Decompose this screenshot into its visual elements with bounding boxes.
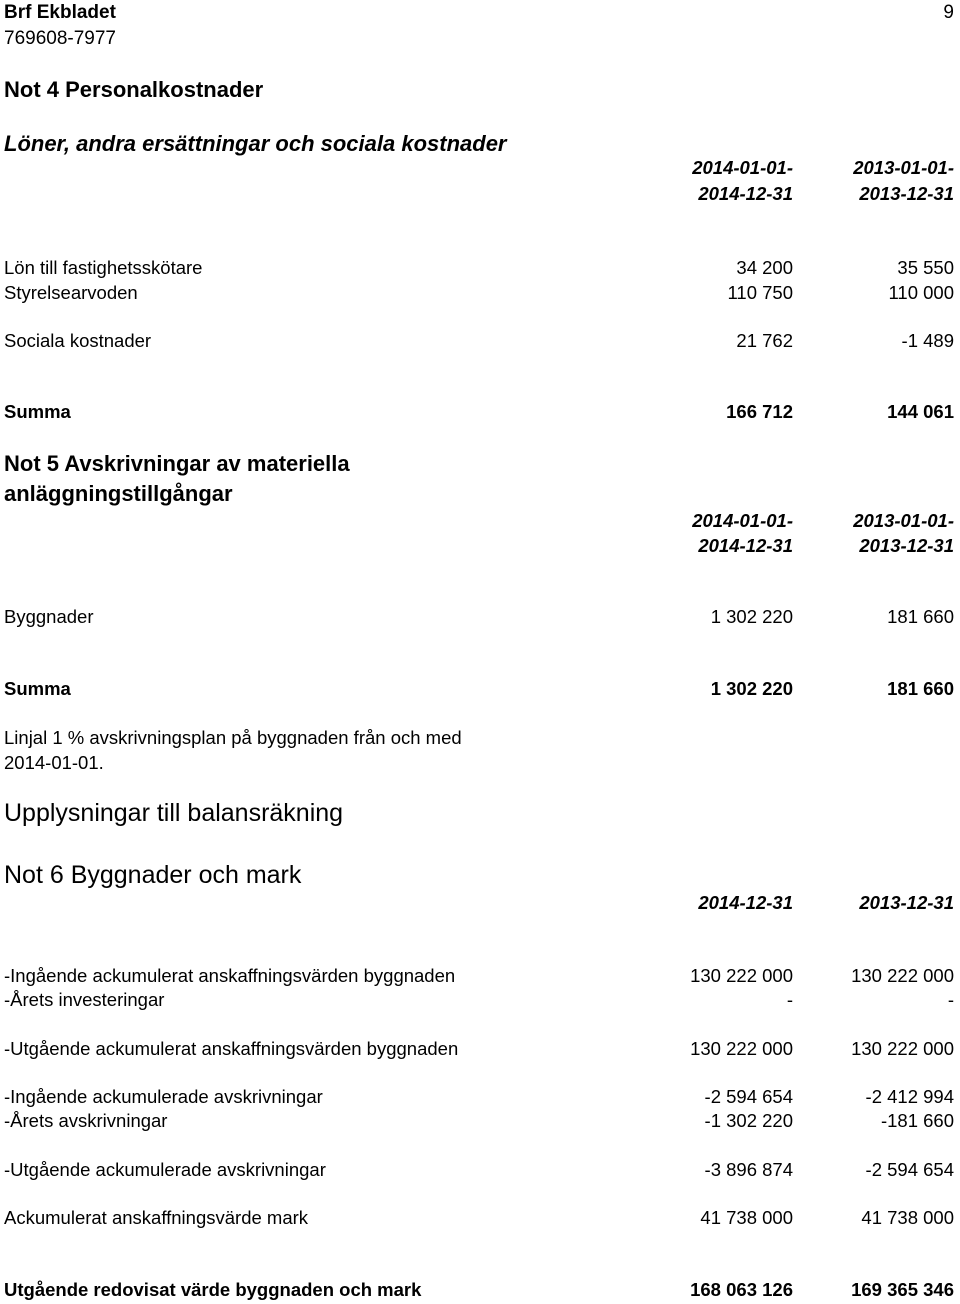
page-number: 9 — [943, 2, 954, 23]
total-value-2014: 1 302 220 — [710, 678, 793, 699]
row-value-2013: 181 660 — [887, 606, 954, 627]
row-label: -Utgående ackumulerade avskrivningar — [4, 1159, 326, 1180]
row-value-2014: 34 200 — [736, 257, 793, 278]
row-value-2013: 41 738 000 — [861, 1207, 954, 1228]
total-label: Summa — [4, 401, 71, 422]
total-label: Summa — [4, 678, 71, 699]
row-label: -Utgående ackumulerat anskaffningsvärden byggnaden — [4, 1038, 459, 1059]
note5-col2-header-line2: 2013-12-31 — [859, 535, 954, 556]
section-title: Upplysningar till balansräkning — [4, 799, 344, 827]
total-value-2013: 144 061 — [887, 401, 954, 422]
note5-comment-line1: Linjal 1 % avskrivningsplan på byggnaden från och med — [4, 727, 462, 748]
row-label: -Ingående ackumulerade avskrivningar — [4, 1086, 323, 1107]
note5-col1-header-line1: 2014-01-01- — [692, 510, 793, 531]
note5-title-line2: anläggningstillgångar — [4, 481, 233, 506]
company-name: Brf Ekbladet — [4, 2, 116, 23]
row-value-2014: - — [786, 989, 793, 1010]
row-value-2013: -1 489 — [901, 330, 954, 351]
row-value-2013: -181 660 — [880, 1110, 954, 1131]
row-label: -Ingående ackumulerat anskaffningsvärden byggnaden — [4, 965, 456, 986]
row-label: Styrelsearvoden — [4, 282, 138, 303]
note4-title: Not 4 Personalkostnader — [4, 77, 264, 102]
org-number: 769608-7977 — [4, 28, 116, 49]
row-value-2014: 1 302 220 — [710, 606, 793, 627]
note4-col1-header-line1: 2014-01-01- — [692, 157, 793, 178]
note5-col1-header-line2: 2014-12-31 — [698, 535, 793, 556]
row-value-2013: -2 412 994 — [865, 1086, 954, 1107]
row-label: Lön till fastighetsskötare — [4, 257, 203, 278]
row-label: Ackumulerat anskaffningsvärde mark — [4, 1207, 309, 1228]
row-label: -Årets avskrivningar — [4, 1110, 168, 1131]
note4-col2-header-line1: 2013-01-01- — [853, 157, 954, 178]
row-label: Byggnader — [4, 606, 94, 627]
total-label: Utgående redovisat värde byggnaden och mark — [4, 1279, 422, 1300]
row-value-2013: 130 222 000 — [851, 1038, 954, 1059]
row-value-2013: 35 550 — [897, 257, 954, 278]
row-value-2014: 21 762 — [736, 330, 793, 351]
row-value-2014: 130 222 000 — [690, 965, 793, 986]
note6-col2-header: 2013-12-31 — [859, 892, 954, 913]
row-value-2013: - — [947, 989, 954, 1010]
total-value-2013: 169 365 346 — [851, 1279, 954, 1300]
row-label: Sociala kostnader — [4, 330, 152, 351]
note4-col2-header-line2: 2013-12-31 — [859, 183, 954, 204]
note4-col1-header-line2: 2014-12-31 — [698, 183, 793, 204]
note5-title-line1: Not 5 Avskrivningar av materiella — [4, 451, 350, 476]
row-value-2013: -2 594 654 — [865, 1159, 954, 1180]
row-value-2014: 41 738 000 — [700, 1207, 793, 1228]
total-value-2014: 168 063 126 — [690, 1279, 793, 1300]
row-value-2014: -3 896 874 — [704, 1159, 793, 1180]
note6-col1-header: 2014-12-31 — [698, 892, 793, 913]
row-value-2014: 130 222 000 — [690, 1038, 793, 1059]
note5-col2-header-line1: 2013-01-01- — [853, 510, 954, 531]
row-value-2014: 110 750 — [727, 282, 793, 303]
note6-title: Not 6 Byggnader och mark — [4, 861, 302, 889]
total-value-2013: 181 660 — [887, 678, 954, 699]
note4-subtitle: Löner, andra ersättningar och sociala kostnader — [4, 131, 507, 156]
row-value-2014: -1 302 220 — [704, 1110, 793, 1131]
row-value-2013: 130 222 000 — [851, 965, 954, 986]
total-value-2014: 166 712 — [726, 401, 793, 422]
row-value-2013: 110 000 — [888, 282, 954, 303]
note5-comment-line2: 2014-01-01. — [4, 752, 104, 773]
row-value-2014: -2 594 654 — [704, 1086, 793, 1107]
row-label: -Årets investeringar — [4, 989, 165, 1010]
